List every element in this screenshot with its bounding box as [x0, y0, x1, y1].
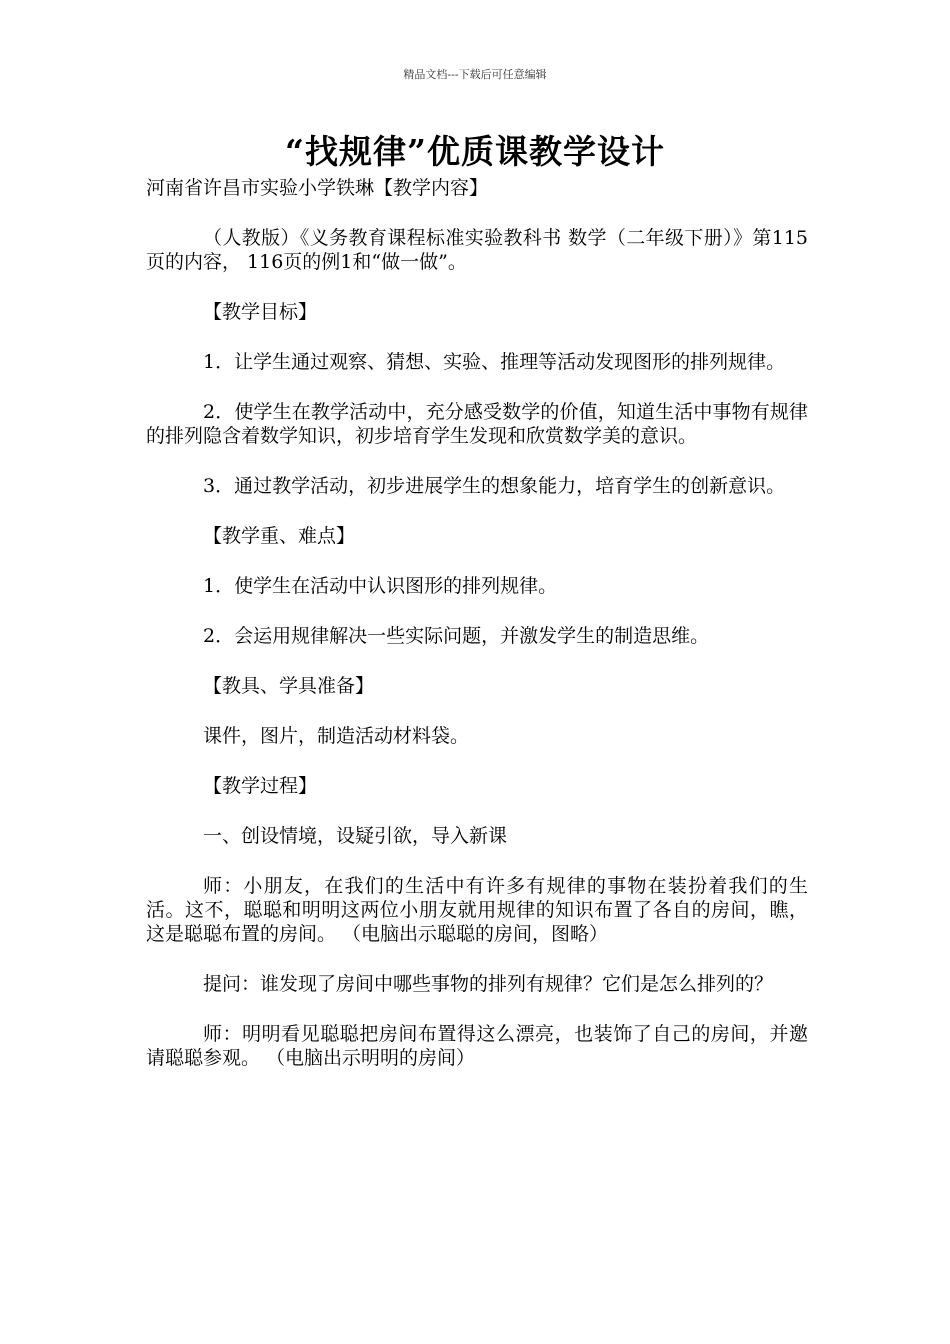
paragraph-process-step-1: 一、创设情境，设疑引欲，导入新课 — [203, 825, 508, 847]
paragraph-question: 提问：谁发现了房间中哪些事物的排列有规律？它们是怎么排列的？ — [203, 973, 774, 995]
document-body — [146, 176, 808, 1096]
paragraph-key-point-1: 1．使学生在活动中认识图形的排列规律。 — [203, 575, 558, 597]
section-heading-materials: 【教具、学具准备】 — [203, 675, 375, 697]
paragraph-materials: 课件，图片，制造活动材料袋。 — [203, 725, 470, 747]
section-heading-objectives: 【教学目标】 — [203, 301, 318, 323]
paragraph-teacher-followup: 师：明明看见聪聪把房间布置得这么漂亮，也装饰了自己的房间，并邀请聪聪参观。 （电脑出示明明的房间） — [146, 1023, 808, 1069]
section-heading-key-points: 【教学重、难点】 — [203, 525, 356, 547]
header-note: 精品文档---下载后可任意编辑 — [403, 68, 547, 81]
paragraph-content-source: （人教版）《义务教育课程标准实验教科书 数学（二年级下册）》第115页的内容， 116页的例1和“做一做”。 — [146, 227, 808, 273]
document-title: “找规律”优质课教学设计 — [285, 132, 665, 171]
author-line: 河南省许昌市实验小学铁琳【教学内容】 — [146, 177, 489, 199]
paragraph-objective-3: 3．通过教学活动，初步进展学生的想象能力，培育学生的创新意识。 — [203, 475, 786, 497]
paragraph-key-point-2: 2．会运用规律解决一些实际问题，并激发学生的制造思维。 — [203, 625, 710, 647]
paragraph-teacher-intro: 师：小朋友，在我们的生活中有许多有规律的事物在装扮着我们的生活。这不，聪聪和明明这两位小朋友就用规律的知识布置了各自的房间，瞧，这是聪聪布置的房间。 （电脑出示聪聪的房间，图略） — [146, 875, 808, 945]
section-heading-process: 【教学过程】 — [203, 775, 318, 797]
paragraph-objective-2: 2．使学生在教学活动中，充分感受数学的价值，知道生活中事物有规律的排列隐含着数学知识，初步培育学生发现和欣赏数学美的意识。 — [146, 401, 808, 447]
paragraph-objective-1: 1．让学生通过观察、猜想、实验、推理等活动发现图形的排列规律。 — [203, 351, 786, 373]
